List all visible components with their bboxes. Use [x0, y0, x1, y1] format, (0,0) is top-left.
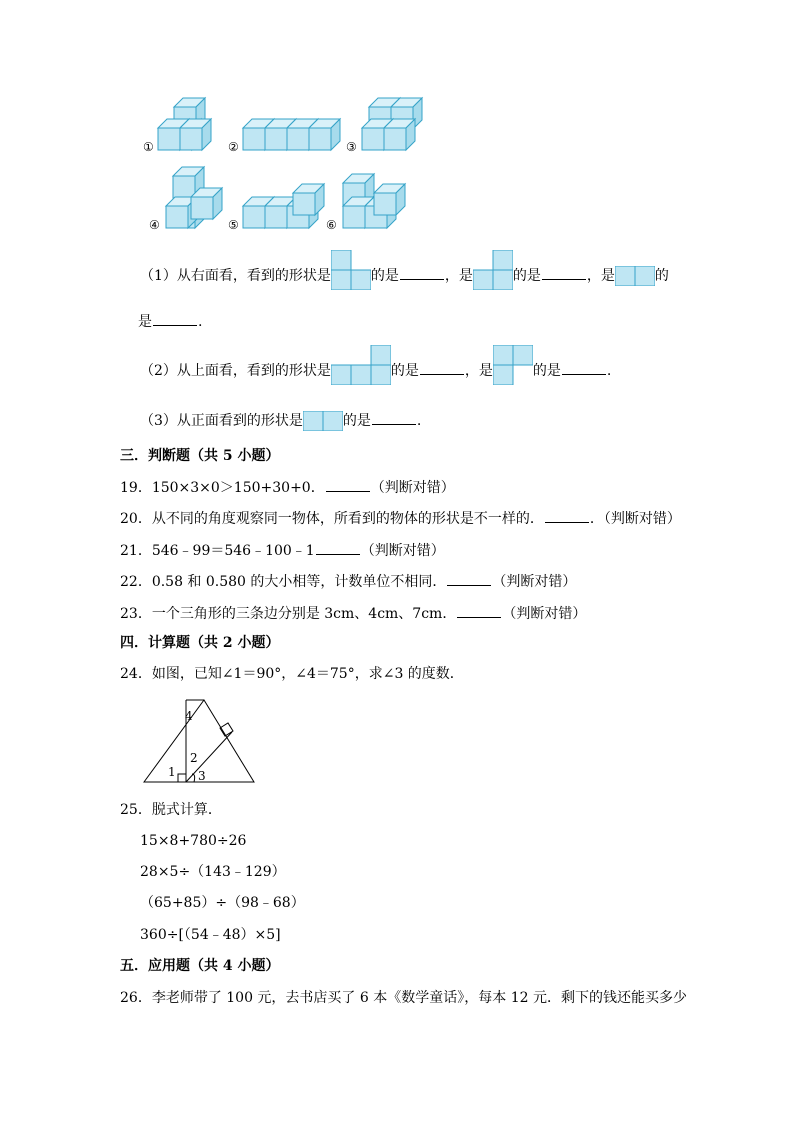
cube [180, 119, 211, 150]
angle-label-3: 3 [198, 769, 206, 783]
cube [191, 188, 222, 219]
expression-1: 15×8+780÷26 [140, 833, 247, 849]
section-4-heading: 四．计算题（共 2 小题） [120, 635, 280, 651]
shape-two-squares-icon [303, 411, 343, 431]
shape-two-squares-icon [615, 266, 655, 286]
cube-figure-group [0, 0, 794, 240]
figure-label-1: ① [143, 140, 154, 154]
answer-blank[interactable] [372, 410, 416, 425]
figure-label-2: ② [228, 140, 239, 154]
answer-blank[interactable] [153, 311, 197, 326]
question-22: 22．0.58 和 0.580 的大小相等，计数单位不相同． （判断对错） [120, 571, 576, 592]
angle-label-1: 1 [168, 765, 176, 779]
figure-label-4: ④ [149, 218, 160, 232]
answer-blank[interactable] [542, 265, 586, 280]
figure-label-3: ③ [346, 140, 357, 154]
figure-label-5: ⑤ [228, 218, 239, 232]
angle-label-2: 2 [190, 751, 198, 765]
cube [374, 184, 405, 215]
answer-blank[interactable] [545, 508, 589, 523]
question-23: 23．一个三角形的三条边分别是 3cm、4cm、7cm． （判断对错） [120, 603, 586, 624]
q18-sub3-line: （3）从正面看到的形状是 的是 . [140, 410, 421, 431]
figure-label-6: ⑥ [326, 218, 337, 232]
expression-3: （65+85）÷（98﹣68） [140, 895, 305, 911]
q18-sub1-cont: 是 . [138, 311, 202, 332]
answer-blank[interactable] [400, 265, 444, 280]
cube [309, 119, 340, 150]
section-5-heading: 五．应用题（共 4 小题） [120, 958, 280, 974]
answer-blank[interactable] [457, 603, 501, 618]
triangle-angle-diagram [140, 696, 260, 786]
answer-blank[interactable] [316, 540, 360, 555]
question-25: 25．脱式计算． [120, 802, 222, 818]
question-24: 24．如图，已知∠1＝90°，∠4＝75°，求∠3 的度数． [120, 666, 464, 682]
shape-t-shape-icon [331, 250, 371, 290]
cube [293, 184, 324, 215]
expression-2: 28×5÷（143﹣129） [140, 864, 286, 880]
answer-blank[interactable] [562, 360, 606, 375]
question-19: 19．150×3×0＞150+30+0． （判断对错） [120, 477, 455, 498]
shape-t-top-icon [493, 345, 533, 385]
q18-sub1-line: （1）从右面看，看到的形状是 的是 ，是 的是 ，是 的 [140, 262, 669, 290]
cube [384, 119, 415, 150]
shape-reverse-l-icon [473, 250, 513, 290]
expression-4: 360÷[（54﹣48）×5] [140, 927, 281, 943]
q18-sub2-line: （2）从上面看，看到的形状是 的是 ，是 的是 . [140, 357, 611, 385]
section-3-heading: 三．判断题（共 5 小题） [120, 448, 280, 464]
angle-label-4: 4 [185, 709, 193, 723]
shape-l-row-icon [331, 345, 391, 385]
answer-blank[interactable] [326, 477, 370, 492]
cube-figures [0, 0, 794, 240]
question-26: 26．李老师带了 100 元，去书店买了 6 本《数学童话》，每本 12 元．剩下的钱还能买多少 [120, 990, 687, 1006]
answer-blank[interactable] [447, 571, 491, 586]
question-20: 20．从不同的角度观察同一物体，所看到的物体的形状是不一样的． ．（判断对错） [120, 508, 681, 529]
answer-blank[interactable] [420, 360, 464, 375]
question-21: 21．546﹣99＝546﹣100﹣1 （判断对错） [120, 540, 445, 561]
